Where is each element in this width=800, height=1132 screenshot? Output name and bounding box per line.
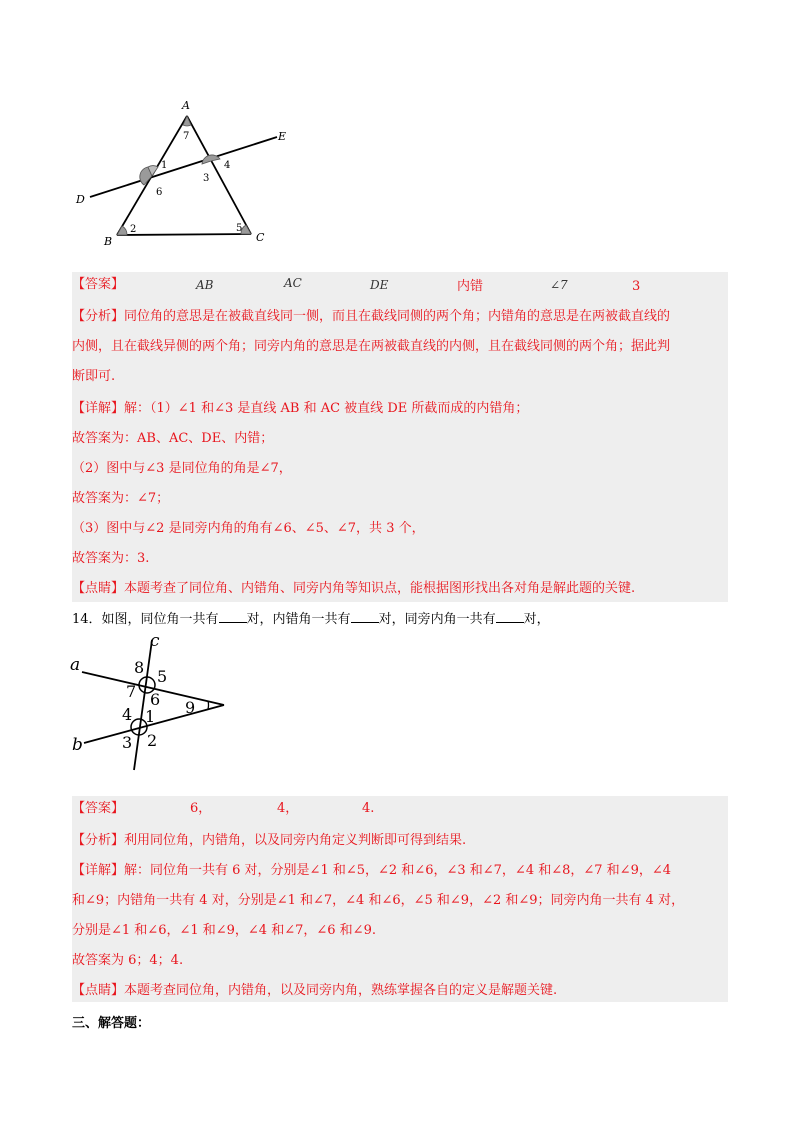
angle-label-6: 6 (150, 690, 161, 709)
angle-label-1: 1 (145, 707, 156, 726)
angle-label-3: 3 (122, 733, 133, 752)
detail-line-2: 故答案为：AB、AC、DE、内错； (72, 431, 274, 446)
detail-line-4: 故答案为：∠7； (72, 491, 170, 506)
answer-slot-4b: 4. (362, 801, 375, 816)
answer-row (72, 276, 124, 294)
detail-tag: 【详解】 (72, 401, 125, 416)
angle-label-7: 7 (126, 682, 137, 701)
blank-3 (496, 610, 524, 623)
answer-slot-inner: 内错 (457, 279, 484, 294)
solution-block-13 (72, 272, 728, 602)
angle-label-1: 1 (161, 160, 168, 171)
analysis-line-2: 内侧，且在截线异侧的两个角；同旁内角的意思是在两被截直线的内侧，且在截线同侧的两个角；据此判 (72, 339, 671, 354)
angle-arc-3 (202, 155, 220, 164)
blank-1 (219, 610, 247, 623)
angle-label-2: 2 (130, 224, 137, 235)
line-a-label: a (70, 655, 81, 675)
comment-text: 本题考查了同位角、内错角、同旁内角等知识点，能根据图形找出各对角是解此题的关键. (124, 581, 636, 596)
answer-slot-4a: 4， (277, 801, 299, 816)
question-14-part-4: 对， (523, 612, 550, 627)
analysis-tag: 【分析】 (72, 309, 125, 324)
point-d-label: D (76, 193, 85, 206)
analysis-line-b2 (72, 832, 466, 850)
angle-label-6: 6 (156, 187, 163, 198)
line-c-label: c (150, 632, 160, 651)
point-b-label: B (104, 235, 113, 248)
answer-slot-6: 6， (190, 801, 212, 816)
angle-arc-9 (208, 701, 209, 709)
detail-line-b2-1 (72, 862, 671, 880)
angle-label-8: 8 (134, 658, 145, 677)
line-bc (117, 234, 251, 235)
angle-label-4: 4 (122, 705, 133, 724)
analysis-text-1: 同位角的意思是在被截直线同一侧，而且在截线同侧的两个角；内错角的意思是在两被截直线的 (124, 309, 671, 324)
analysis-text-b2: 利用同位角，内错角，以及同旁内角定义判断即可得到结果. (124, 833, 467, 848)
answer-slot-ab: AB (196, 278, 214, 292)
comment-line (72, 580, 635, 598)
detail-line-1 (72, 400, 528, 418)
angle-label-7: 7 (183, 131, 190, 142)
detail-tag-2: 【详解】 (72, 863, 125, 878)
answer-slot-de: DE (370, 278, 389, 292)
comment-line-2 (72, 982, 557, 1000)
answer-tag-2: 【答案】 (72, 801, 125, 816)
detail-line-b2-4: 故答案为 6；4；4. (72, 953, 184, 968)
question-14-part-2: 对，内错角一共有 (246, 612, 351, 627)
detail-text-b2-1: 解：同位角一共有 6 对，分别是∠1 和∠5，∠2 和∠6，∠3 和∠7，∠4 和∠8，∠7 和∠9，∠4 (124, 863, 672, 878)
section-title: 三、解答题： (72, 1016, 151, 1031)
analysis-line-3: 断即可. (72, 369, 116, 384)
triangle-figure (72, 95, 302, 255)
line-b-label: b (72, 735, 83, 755)
detail-line-5: （3）图中与∠2 是同旁内角的角有∠6、∠5、∠7，共 3 个， (72, 521, 425, 536)
detail-text-1: 解：（1）∠1 和∠3 是直线 AB 和 AC 被直线 DE 所截而成的内错角； (124, 401, 529, 416)
point-e-label: E (278, 130, 287, 143)
point-a-label: A (182, 99, 190, 112)
angle-label-9: 9 (185, 698, 196, 717)
angle-label-5: 5 (157, 667, 168, 686)
line-ac (187, 116, 251, 234)
angle-label-3: 3 (203, 173, 210, 184)
answer-slot-ac: AC (284, 276, 302, 290)
answer-slot-angle7: ∠7 (550, 278, 568, 292)
comment-text-2: 本题考查同位角，内错角，以及同旁内角，熟练掌握各自的定义是解题关键. (124, 983, 558, 998)
lines-figure (68, 632, 238, 772)
answer-tag: 【答案】 (72, 277, 125, 292)
detail-line-3: （2）图中与∠3 是同位角的角是∠7， (72, 461, 292, 476)
angle-label-4: 4 (224, 160, 231, 171)
analysis-tag-2: 【分析】 (72, 833, 125, 848)
question-14 (72, 610, 550, 629)
answer-slot-three: 3 (632, 279, 641, 294)
blank-2 (351, 610, 379, 623)
question-14-part-3: 对，同旁内角一共有 (378, 612, 496, 627)
angle-arc-2 (117, 226, 127, 235)
angle-label-5: 5 (236, 223, 243, 234)
comment-tag-2: 【点睛】 (72, 983, 125, 998)
analysis-line-1 (72, 308, 670, 326)
line-de (90, 137, 277, 197)
detail-line-6: 故答案为：3. (72, 551, 150, 566)
point-c-label: C (256, 231, 265, 244)
answer-row-2 (72, 800, 124, 818)
detail-line-b2-3: 分别是∠1 和∠6，∠1 和∠9，∠4 和∠7，∠6 和∠9. (72, 923, 376, 938)
comment-tag: 【点睛】 (72, 581, 125, 596)
detail-line-b2-2: 和∠9；内错角一共有 4 对，分别是∠1 和∠7，∠4 和∠6，∠5 和∠9，∠2 和∠9；同旁内角一共有 4 对， (72, 893, 685, 908)
question-14-part-1: 14．如图，同位角一共有 (72, 612, 219, 627)
solution-block-14 (72, 796, 728, 1002)
angle-label-2: 2 (147, 731, 158, 750)
